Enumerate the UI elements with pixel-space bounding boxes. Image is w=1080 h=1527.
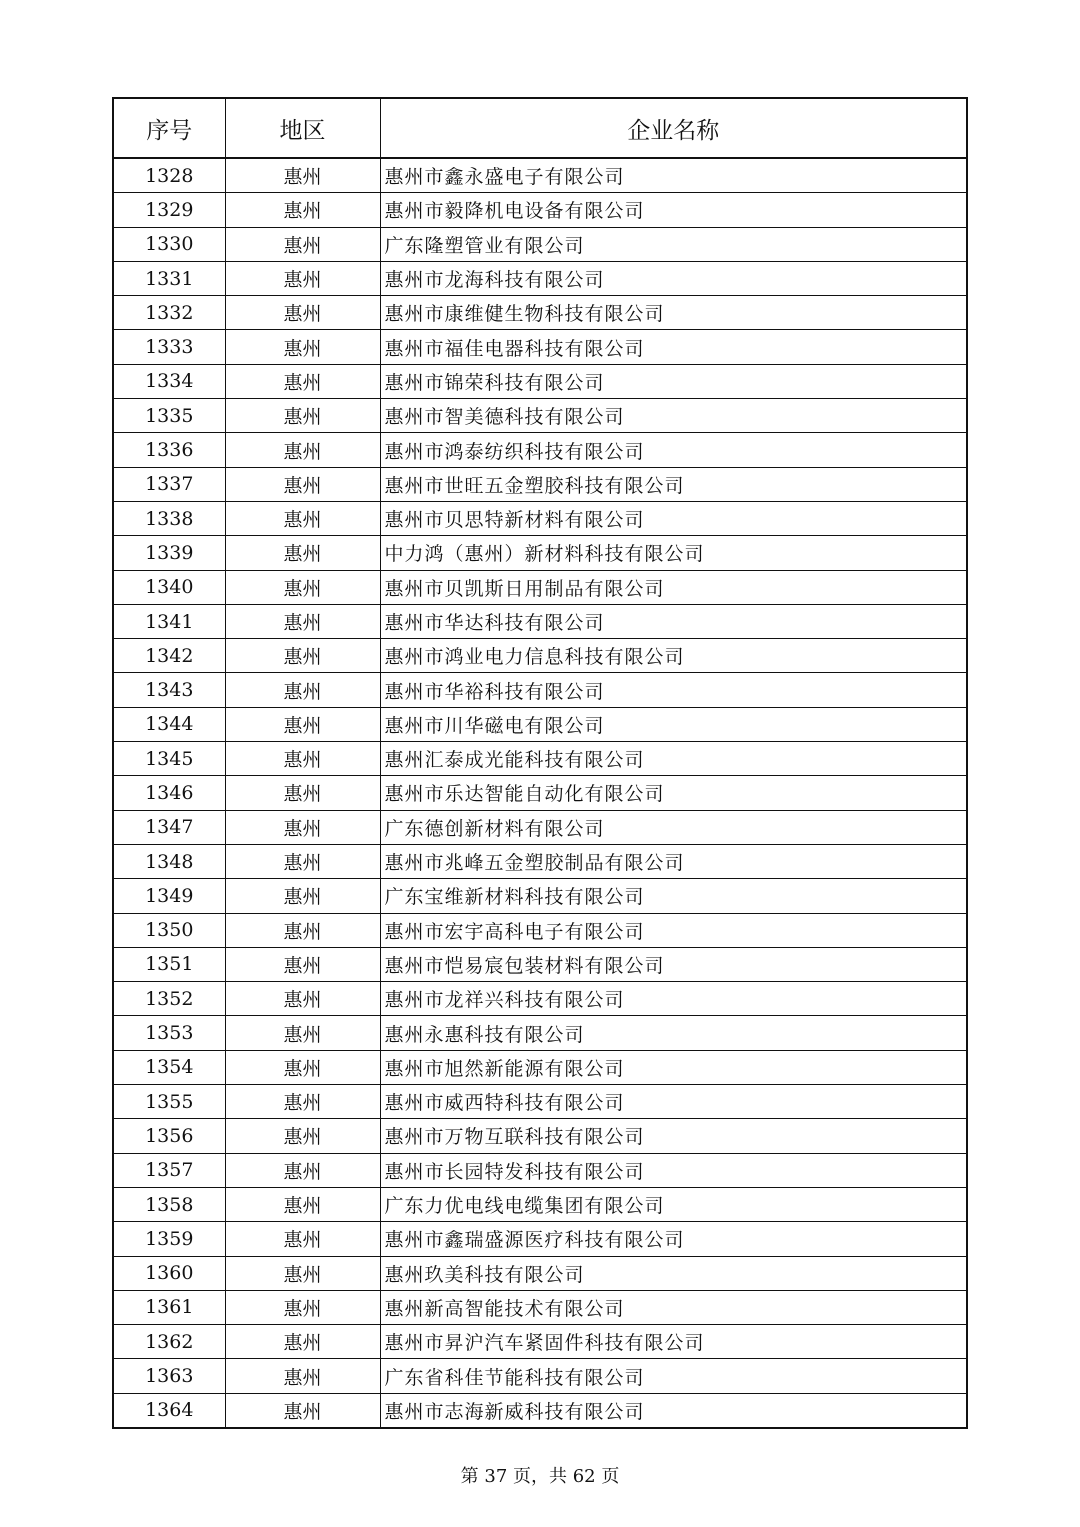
row-company-name: 惠州市宏宇高科电子有限公司: [380, 913, 967, 947]
row-company-name: 惠州市兆峰五金塑胶制品有限公司: [380, 844, 967, 878]
table-row: [113, 776, 967, 810]
row-region: 惠州: [225, 604, 380, 638]
row-region: 惠州: [225, 433, 380, 467]
header-company: 企业名称: [380, 98, 967, 158]
header-number: 序号: [113, 98, 225, 158]
table-row: [113, 501, 967, 535]
row-region: 惠州: [225, 1016, 380, 1050]
table-row: [113, 810, 967, 844]
row-company-name: 惠州市万物互联科技有限公司: [380, 1119, 967, 1153]
row-region: 惠州: [225, 879, 380, 913]
table-row: [113, 570, 967, 604]
row-company-name: 惠州市华裕科技有限公司: [380, 673, 967, 707]
row-company-name: 惠州永惠科技有限公司: [380, 1016, 967, 1050]
row-company-name: 惠州市鑫瑞盛源医疗科技有限公司: [380, 1222, 967, 1256]
row-region: 惠州: [225, 261, 380, 295]
row-region: 惠州: [225, 227, 380, 261]
table-row: [113, 1085, 967, 1119]
row-company-name: 惠州市鸿业电力信息科技有限公司: [380, 639, 967, 673]
row-number: 1360: [113, 1256, 225, 1290]
row-number: 1343: [113, 673, 225, 707]
row-region: 惠州: [225, 193, 380, 227]
table-row: [113, 158, 967, 193]
row-region: 惠州: [225, 947, 380, 981]
row-region: 惠州: [225, 1325, 380, 1359]
row-region: 惠州: [225, 158, 380, 193]
row-company-name: 惠州市鸿泰纺织科技有限公司: [380, 433, 967, 467]
row-company-name: 惠州市恺易宸包装材料有限公司: [380, 947, 967, 981]
row-region: 惠州: [225, 982, 380, 1016]
table-row: [113, 1119, 967, 1153]
row-region: 惠州: [225, 707, 380, 741]
table-row: [113, 844, 967, 878]
row-number: 1341: [113, 604, 225, 638]
table-body: [113, 158, 967, 1428]
row-region: 惠州: [225, 1085, 380, 1119]
row-number: 1346: [113, 776, 225, 810]
row-company-name: 惠州市毅降机电设备有限公司: [380, 193, 967, 227]
row-region: 惠州: [225, 1290, 380, 1324]
row-number: 1334: [113, 364, 225, 398]
table-row: [113, 1359, 967, 1393]
row-region: 惠州: [225, 776, 380, 810]
row-number: 1342: [113, 639, 225, 673]
row-company-name: 惠州市川华磁电有限公司: [380, 707, 967, 741]
table-row: [113, 364, 967, 398]
table-header-row: [113, 98, 967, 158]
table-row: [113, 467, 967, 501]
table-row: [113, 1290, 967, 1324]
table-row: [113, 1256, 967, 1290]
row-company-name: 惠州市龙海科技有限公司: [380, 261, 967, 295]
row-region: 惠州: [225, 399, 380, 433]
row-number: 1333: [113, 330, 225, 364]
table-row: [113, 707, 967, 741]
row-region: 惠州: [225, 1393, 380, 1428]
row-region: 惠州: [225, 742, 380, 776]
row-company-name: 惠州市志海新威科技有限公司: [380, 1393, 967, 1428]
row-number: 1344: [113, 707, 225, 741]
row-region: 惠州: [225, 296, 380, 330]
row-company-name: 中力鸿（惠州）新材料科技有限公司: [380, 536, 967, 570]
row-company-name: 惠州市智美德科技有限公司: [380, 399, 967, 433]
row-company-name: 惠州市华达科技有限公司: [380, 604, 967, 638]
company-table: [112, 97, 968, 1429]
row-company-name: 惠州新高智能技术有限公司: [380, 1290, 967, 1324]
row-region: 惠州: [225, 501, 380, 535]
table-row: [113, 296, 967, 330]
row-number: 1348: [113, 844, 225, 878]
table-row: [113, 1393, 967, 1428]
row-number: 1339: [113, 536, 225, 570]
row-region: 惠州: [225, 1050, 380, 1084]
table-row: [113, 330, 967, 364]
row-number: 1336: [113, 433, 225, 467]
table-row: [113, 193, 967, 227]
row-company-name: 惠州市鑫永盛电子有限公司: [380, 158, 967, 193]
row-company-name: 惠州市旭然新能源有限公司: [380, 1050, 967, 1084]
row-company-name: 惠州市长园特发科技有限公司: [380, 1153, 967, 1187]
row-company-name: 广东德创新材料有限公司: [380, 810, 967, 844]
row-number: 1335: [113, 399, 225, 433]
row-number: 1354: [113, 1050, 225, 1084]
row-number: 1332: [113, 296, 225, 330]
row-number: 1337: [113, 467, 225, 501]
row-region: 惠州: [225, 1187, 380, 1221]
table-row: [113, 639, 967, 673]
row-company-name: 惠州市贝思特新材料有限公司: [380, 501, 967, 535]
row-number: 1363: [113, 1359, 225, 1393]
row-company-name: 惠州市贝凯斯日用制品有限公司: [380, 570, 967, 604]
table-row: [113, 913, 967, 947]
row-company-name: 惠州市威西特科技有限公司: [380, 1085, 967, 1119]
row-region: 惠州: [225, 1359, 380, 1393]
table-row: [113, 673, 967, 707]
row-region: 惠州: [225, 1222, 380, 1256]
row-region: 惠州: [225, 364, 380, 398]
row-number: 1331: [113, 261, 225, 295]
table-row: [113, 399, 967, 433]
row-number: 1356: [113, 1119, 225, 1153]
row-company-name: 惠州市世旺五金塑胶科技有限公司: [380, 467, 967, 501]
row-company-name: 广东宝维新材料科技有限公司: [380, 879, 967, 913]
row-company-name: 惠州市福佳电器科技有限公司: [380, 330, 967, 364]
row-number: 1328: [113, 158, 225, 193]
row-region: 惠州: [225, 536, 380, 570]
table-row: [113, 536, 967, 570]
row-number: 1350: [113, 913, 225, 947]
row-region: 惠州: [225, 570, 380, 604]
row-number: 1359: [113, 1222, 225, 1256]
table-row: [113, 604, 967, 638]
table-row: [113, 1187, 967, 1221]
row-region: 惠州: [225, 673, 380, 707]
row-number: 1362: [113, 1325, 225, 1359]
row-region: 惠州: [225, 844, 380, 878]
row-region: 惠州: [225, 639, 380, 673]
row-number: 1358: [113, 1187, 225, 1221]
page-footer: 第 37 页，共 62 页: [460, 1466, 620, 1487]
row-number: 1347: [113, 810, 225, 844]
table-row: [113, 1325, 967, 1359]
row-number: 1364: [113, 1393, 225, 1428]
table-row: [113, 1222, 967, 1256]
table-row: [113, 742, 967, 776]
row-number: 1361: [113, 1290, 225, 1324]
row-company-name: 惠州汇泰成光能科技有限公司: [380, 742, 967, 776]
row-number: 1355: [113, 1085, 225, 1119]
row-region: 惠州: [225, 467, 380, 501]
table-row: [113, 261, 967, 295]
table-row: [113, 1050, 967, 1084]
row-company-name: 惠州市龙祥兴科技有限公司: [380, 982, 967, 1016]
row-company-name: 惠州市昇沪汽车紧固件科技有限公司: [380, 1325, 967, 1359]
header-region: 地区: [225, 98, 380, 158]
row-region: 惠州: [225, 330, 380, 364]
row-number: 1340: [113, 570, 225, 604]
row-company-name: 惠州玖美科技有限公司: [380, 1256, 967, 1290]
row-company-name: 惠州市乐达智能自动化有限公司: [380, 776, 967, 810]
row-number: 1345: [113, 742, 225, 776]
row-number: 1349: [113, 879, 225, 913]
row-number: 1353: [113, 1016, 225, 1050]
row-company-name: 广东力优电线电缆集团有限公司: [380, 1187, 967, 1221]
row-region: 惠州: [225, 1153, 380, 1187]
table-row: [113, 227, 967, 261]
table-row: [113, 1153, 967, 1187]
row-number: 1329: [113, 193, 225, 227]
table-row: [113, 433, 967, 467]
row-company-name: 广东省科佳节能科技有限公司: [380, 1359, 967, 1393]
row-number: 1351: [113, 947, 225, 981]
row-region: 惠州: [225, 913, 380, 947]
row-company-name: 惠州市锦荣科技有限公司: [380, 364, 967, 398]
table-row: [113, 947, 967, 981]
table-row: [113, 982, 967, 1016]
row-number: 1357: [113, 1153, 225, 1187]
row-company-name: 广东隆塑管业有限公司: [380, 227, 967, 261]
row-company-name: 惠州市康维健生物科技有限公司: [380, 296, 967, 330]
row-number: 1330: [113, 227, 225, 261]
row-number: 1338: [113, 501, 225, 535]
row-number: 1352: [113, 982, 225, 1016]
row-region: 惠州: [225, 810, 380, 844]
row-region: 惠州: [225, 1256, 380, 1290]
table-row: [113, 879, 967, 913]
row-region: 惠州: [225, 1119, 380, 1153]
table-row: [113, 1016, 967, 1050]
